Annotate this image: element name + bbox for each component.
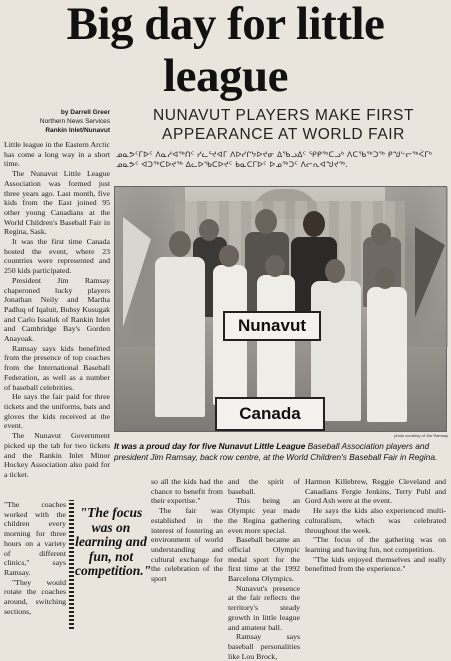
article-paragraph: Ramsay says kids benefitted from the presence of top coaches from the International Baseball Federation, as well as a number of baseball celebrities. bbox=[4, 343, 110, 392]
player-head bbox=[325, 259, 345, 283]
player-head bbox=[219, 245, 239, 267]
article-paragraph: This being an Olympic year made the Regina gathering even more special. bbox=[228, 496, 300, 535]
article-paragraph: Little league in the Eastern Arctic has come a long way in a short time. bbox=[4, 140, 110, 169]
article-paragraph: "They would rotate the coaches around, switching sections, bbox=[4, 577, 66, 616]
article-paragraph: so all the kids had the chance to benefit from their expertise." bbox=[151, 477, 223, 506]
headline bbox=[0, 0, 451, 100]
player-head bbox=[265, 255, 285, 277]
adult-head bbox=[199, 219, 219, 241]
byline-dateline: Rankin Inlet/Nunavut bbox=[45, 127, 110, 134]
caption-rest: Baseball Association players and president Jim Ramsay, back row centre, at the World Children's Baseball Fair in Regina. bbox=[114, 441, 438, 462]
photo-caption bbox=[114, 441, 447, 462]
adult-head bbox=[371, 223, 391, 245]
player-head bbox=[375, 267, 395, 289]
article-paragraph: Ramsay says baseball personalities like Lou Brock, bbox=[228, 632, 300, 661]
article-paragraph: It was the first time Canada hosted the event, where 23 countries were represented and 250 kids participated. bbox=[4, 237, 110, 276]
byline-author: by Darrell Greer bbox=[60, 109, 110, 116]
article-paragraph: President Jim Ramsay chaperoned lucky players Jonathan Neily and Martha Padluq of Iqaluit, Bubsy Kusugak and Carlo Issaluk of Rankin Inlet and Cambridge Bay's Gorden Anayoak. bbox=[4, 275, 110, 344]
article-paragraph: He says the fair paid for three tickets and the uniforms, bats and gloves the kids received at the event. bbox=[4, 392, 110, 431]
article-paragraph: The Nunavut Little League Association was formed just three years ago. Last month, five kids from the East joined 95 other young Canadians at the World Children's Baseball Fair in Regina, Sask. bbox=[4, 169, 110, 237]
article-paragraph: Harmon Killebrew, Reggie Cleveland and Canadians Fergie Jenkins, Terry Puhl and Gord Ash were at the event. bbox=[305, 477, 446, 506]
adult-head bbox=[255, 209, 277, 234]
article-paragraph: Nunavut's presence at the fair reflects the territory's steady growth in little league and amateur ball. bbox=[228, 583, 300, 632]
player-uniform bbox=[367, 287, 407, 422]
player-uniform bbox=[155, 257, 205, 417]
nunavut-sign: Nunavut bbox=[223, 311, 321, 341]
article-column-1 bbox=[4, 140, 110, 500]
syllabic-summary: ᓄᓇᕗᑦᒥᐅᑦ ᐱᓇᓱᐊᖅᑎᑦ ᓯᓚᕐᔪᐊᒥ ᐱᐅᓯᒋᔭᐅᔪᓂ ᐃᖃᓗᐃᑦ ᕿᑭᖅᑕᓗᒃ ᐱᑕᖃᖅᑐᖅ ᑭᖑᓪᓕᖅᐹᒥᒃ ᓄᓇᕗᑦ ᐊᑐᖅᑕᐅᔪᖅ ᐃᓚᐅᖃᑕᐅᔪᑦ ᑲᓇᑕᒥᐅᑦ ᐅᓄᖅᑐᑦ ᐱᓕᕆᐊᖑᔪᖅ. bbox=[116, 150, 433, 169]
team-photo bbox=[114, 186, 447, 432]
headline-line-2: league bbox=[163, 50, 288, 102]
subheadline-line-1: NUNAVUT PLAYERS MAKE FIRST bbox=[152, 107, 415, 124]
pull-quote-text: "The focus was on learning and fun, not competition." bbox=[75, 505, 152, 578]
pull-quote bbox=[69, 500, 152, 629]
article-paragraph: The Nunavut Government picked up the tab for two tickets and the Rankin Inlet Minor Hockey Association also paid for a ticket. bbox=[4, 431, 110, 479]
subheadline-line-2: APPEARANCE AT WORLD FAIR bbox=[162, 126, 405, 143]
article-paragraph: and the spirit of baseball. bbox=[228, 477, 300, 496]
player-head bbox=[169, 231, 191, 257]
byline bbox=[0, 108, 110, 135]
caption-lead: It was a proud day for five Nunavut Little League bbox=[114, 441, 306, 451]
article-paragraph: The fair was established in the interest of fostering an environment of world understanding and cultural exchange for the celebration of the sport bbox=[151, 506, 223, 584]
article-paragraph: He says the kids also experienced multi-culturalism, which was celebrated throughout the week. bbox=[305, 506, 446, 535]
canada-sign: Canada bbox=[215, 397, 325, 431]
adult-head bbox=[303, 211, 325, 237]
article-column-3 bbox=[228, 477, 300, 661]
article-column-4 bbox=[305, 477, 446, 629]
subheadline bbox=[116, 106, 451, 144]
photo-credit: photo courtesy of Jim Ramsay bbox=[394, 433, 448, 438]
article-column-1-continued bbox=[4, 500, 66, 629]
byline-organization: Northern News Services bbox=[39, 118, 110, 125]
article-paragraph: "The coaches worked with the children every morning for three hours on a variety of different clinics," says Ramsay. bbox=[4, 500, 66, 577]
article-paragraph: "The kids enjoyed themselves and really benefitted from the experience." bbox=[305, 554, 446, 574]
article-paragraph: Baseball became an official Olympic medal sport for the first time at the 1992 Barcelona Olympics. bbox=[228, 535, 300, 584]
article-column-2 bbox=[151, 477, 223, 629]
pull-quote-rule bbox=[69, 500, 74, 629]
headline-line-1: Big day for little bbox=[66, 0, 385, 50]
article-paragraph: "The focus of the gathering was on learning and having fun, not competition. bbox=[305, 535, 446, 554]
